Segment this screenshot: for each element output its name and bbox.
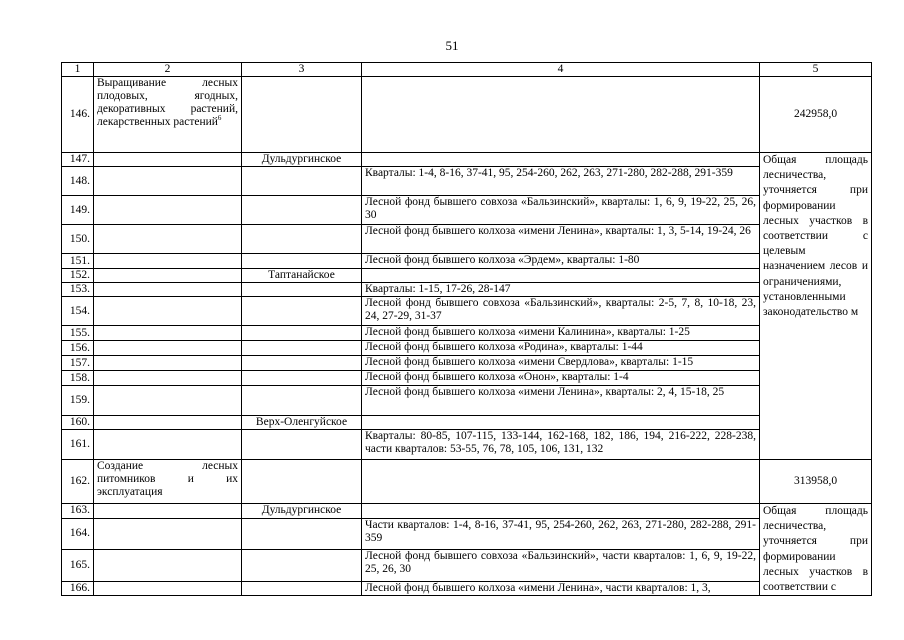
column-number-row	[62, 63, 872, 77]
table-row	[62, 196, 872, 225]
activity-cell	[94, 326, 242, 341]
location-cell	[362, 153, 760, 167]
row-number: 165.	[62, 550, 94, 581]
row-number: 158.	[62, 371, 94, 386]
activity-cell	[94, 167, 242, 196]
row-number: 159.	[62, 386, 94, 416]
location-cell: Части кварталов: 1-4, 8-16, 37-41, 95, 254-260, 262, 263, 271-280, 282-288, 291-359	[362, 518, 760, 549]
location-cell	[362, 269, 760, 283]
row-number: 148.	[62, 167, 94, 196]
location-cell: Кварталы: 80-85, 107-115, 133-144, 162-168, 182, 186, 194, 216-222, 228-238, части кварталов: 53-55, 76, 78, 105, 106, 131, 132	[362, 430, 760, 460]
location-cell	[362, 460, 760, 504]
activity-cell	[94, 153, 242, 167]
location-cell: Лесной фонд бывшего колхоза «имени Ленина», кварталы: 2, 4, 15-18, 25	[362, 386, 760, 416]
forestry-cell: Таптанайское	[242, 269, 362, 283]
location-cell	[362, 77, 760, 153]
location-cell: Кварталы: 1-4, 8-16, 37-41, 95, 254-260, 262, 263, 271-280, 282-288, 291-359	[362, 167, 760, 196]
row-number: 149.	[62, 196, 94, 225]
location-cell: Лесной фонд бывшего колхоза «имени Ленина», кварталы: 1, 3, 5-14, 19-24, 26	[362, 225, 760, 254]
table-row	[62, 254, 872, 269]
activity-cell	[94, 341, 242, 356]
forestry-cell	[242, 550, 362, 581]
forestry-cell	[242, 341, 362, 356]
forestry-cell	[242, 460, 362, 504]
row-number: 156.	[62, 341, 94, 356]
area-note-cell: Общая площадь лесничества, уточняется при формировании лесных участков в соответствии с	[760, 504, 872, 596]
table-row	[62, 416, 872, 430]
row-number: 153.	[62, 283, 94, 297]
column-number: 3	[242, 63, 362, 77]
location-cell	[362, 416, 760, 430]
forestry-cell	[242, 518, 362, 549]
forestry-cell	[242, 356, 362, 371]
row-number: 160.	[62, 416, 94, 430]
activity-cell	[94, 77, 242, 153]
forestry-cell	[242, 283, 362, 297]
table-row	[62, 341, 872, 356]
activity-cell	[94, 518, 242, 549]
activity-cell	[94, 581, 242, 596]
table-row	[62, 356, 872, 371]
forestry-cell: Дульдургинское	[242, 504, 362, 519]
row-number: 161.	[62, 430, 94, 460]
table-row	[62, 283, 872, 297]
table-row	[62, 430, 872, 460]
forestry-cell	[242, 167, 362, 196]
activity-cell	[94, 386, 242, 416]
activity-cell	[94, 356, 242, 371]
page-number: 51	[445, 38, 459, 53]
table-row	[62, 167, 872, 196]
area-cell: 313958,0	[760, 460, 872, 504]
forestry-cell: Дульдургинское	[242, 153, 362, 167]
location-cell: Кварталы: 1-15, 17-26, 28-147	[362, 283, 760, 297]
table-row	[62, 153, 872, 167]
activity-text: Выращивание лесных плодовых, ягодных, декоративных растений, лекарственных растений	[97, 77, 238, 128]
location-cell: Лесной фонд бывшего совхоза «Бальзинский», кварталы: 1, 6, 9, 19-22, 25, 26, 30	[362, 196, 760, 225]
location-cell: Лесной фонд бывшего колхоза «имени Ленина», части кварталов: 1, 3,	[362, 581, 760, 596]
forestry-cell: Верх-Оленгуйское	[242, 416, 362, 430]
row-number: 151.	[62, 254, 94, 269]
activity-cell	[94, 416, 242, 430]
table-row	[62, 550, 872, 581]
location-cell: Лесной фонд бывшего колхоза «Родина», кварталы: 1-44	[362, 341, 760, 356]
activity-cell	[94, 196, 242, 225]
table-row	[62, 581, 872, 596]
activity-cell	[94, 283, 242, 297]
location-cell: Лесной фонд бывшего совхоза «Бальзинский», части кварталов: 1, 6, 9, 19-22, 25, 26, 30	[362, 550, 760, 581]
forestry-cell	[242, 254, 362, 269]
activity-cell	[94, 225, 242, 254]
row-number: 163.	[62, 504, 94, 519]
forestry-cell	[242, 326, 362, 341]
row-number: 164.	[62, 518, 94, 549]
forestry-cell	[242, 430, 362, 460]
column-number: 4	[362, 63, 760, 77]
forestry-cell	[242, 581, 362, 596]
location-cell: Лесной фонд бывшего колхоза «Эрдем», кварталы: 1-80	[362, 254, 760, 269]
row-number: 150.	[62, 225, 94, 254]
row-number: 155.	[62, 326, 94, 341]
table-row	[62, 386, 872, 416]
area-cell: 242958,0	[760, 77, 872, 153]
forestry-cell	[242, 225, 362, 254]
activity-cell	[94, 269, 242, 283]
activity-cell	[94, 550, 242, 581]
forestry-cell	[242, 196, 362, 225]
activity-cell	[94, 254, 242, 269]
forestry-cell	[242, 77, 362, 153]
row-number: 166.	[62, 581, 94, 596]
activity-cell	[94, 504, 242, 519]
table-row	[62, 77, 872, 153]
table-row	[62, 504, 872, 519]
row-number: 154.	[62, 297, 94, 326]
row-number: 146.	[62, 77, 94, 153]
activity-cell	[94, 371, 242, 386]
table-row	[62, 518, 872, 549]
table-row	[62, 297, 872, 326]
forestry-cell	[242, 371, 362, 386]
location-cell: Лесной фонд бывшего колхоза «имени Свердлова», кварталы: 1-15	[362, 356, 760, 371]
row-number: 162.	[62, 460, 94, 504]
activity-cell	[94, 430, 242, 460]
row-number: 152.	[62, 269, 94, 283]
column-number: 2	[94, 63, 242, 77]
forestry-cell	[242, 386, 362, 416]
column-number: 1	[62, 63, 94, 77]
row-number: 147.	[62, 153, 94, 167]
table-row	[62, 269, 872, 283]
row-number: 157.	[62, 356, 94, 371]
forestry-cell	[242, 297, 362, 326]
table-row	[62, 326, 872, 341]
table-row	[62, 371, 872, 386]
location-cell: Лесной фонд бывшего совхоза «Бальзинский», кварталы: 2-5, 7, 8, 10-18, 23, 24, 27-29, 31-37	[362, 297, 760, 326]
area-note-cell: Общая площадь лесничества, уточняется при формировании лесных участков в соответствии с целевым назначением лесов и ограничениями, установленными законодательство м	[760, 153, 872, 460]
location-cell: Лесной фонд бывшего колхоза «имени Калинина», кварталы: 1-25	[362, 326, 760, 341]
forest-use-table	[61, 62, 872, 596]
footnote-mark: 6	[217, 114, 222, 123]
activity-cell: Создание лесных питомников и их эксплуатация	[94, 460, 242, 504]
activity-cell	[94, 297, 242, 326]
column-number: 5	[760, 63, 872, 77]
table-row	[62, 460, 872, 504]
location-cell: Лесной фонд бывшего колхоза «Онон», кварталы: 1-4	[362, 371, 760, 386]
location-cell	[362, 504, 760, 519]
table-row	[62, 225, 872, 254]
